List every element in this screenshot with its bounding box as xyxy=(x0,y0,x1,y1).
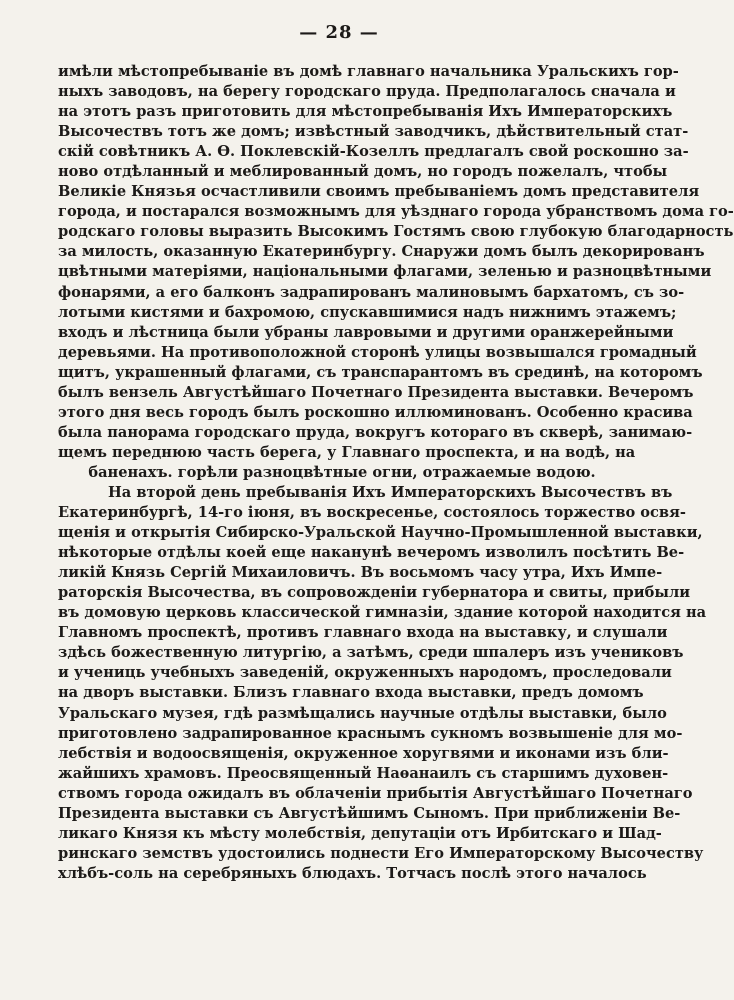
text-line: этого дня весь городъ былъ роскошно иллюминованъ. Особенно красива xyxy=(58,403,693,421)
text-line: въ домовую церковь классической гимназіи, здание которой находится на xyxy=(58,604,707,622)
text-line: приготовлено задрапированное краснымъ сукномъ возвышеніе для мо- xyxy=(58,724,683,742)
text-line: была панорама городскаго пруда, вокругъ котораго въ скверѣ, занимаю- xyxy=(58,423,693,441)
text-line: Президента выставки съ Августѣйшимъ Сыномъ. При приближеніи Ве- xyxy=(58,804,681,822)
text-line: лотыми кистями и бахромою, спускавшимися надъ нижнимъ этажемъ; xyxy=(58,303,677,321)
text-line: ныхъ заводовъ, на берегу городскаго пруда. Предполагалось сначала и xyxy=(58,83,676,101)
text-line: щенія и открытія Сибирско-Уральской Научно-Промышленной выставки, xyxy=(58,524,703,542)
text-line: на этотъ разъ приготовить для мѣстопребыванія Ихъ Императорскихъ xyxy=(58,103,673,121)
text-line: деревьями. На противоположной сторонѣ улицы возвышался громадный xyxy=(58,343,697,361)
text-line: и учениць учебныхъ заведеній, окруженныхъ народомъ, проследовали xyxy=(58,664,672,682)
text-line: скій совѣтникъ А. Ѳ. Поклевскій-Козеллъ предлагалъ свой роскошно за- xyxy=(58,143,689,161)
text-line: хлѣбъ-соль на серебряныхъ блюдахъ. Тотчасъ послѣ этого началось xyxy=(58,864,647,882)
page-number: — 28 — xyxy=(299,22,379,43)
text-line: ликій Князь Сергій Михаиловичъ. Въ восьмомъ часу утра, Ихъ Импе- xyxy=(58,564,663,582)
body-text xyxy=(58,62,734,884)
text-line: ствомъ города ожидалъ въ облаченіи прибытія Августѣйшаго Почетнаго xyxy=(58,784,693,802)
text-line: фонарями, а его балконъ задрапированъ малиновымъ бархатомъ, съ зо- xyxy=(58,283,685,301)
text-line: ликаго Князя къ мѣсту молебствія, депутаціи отъ Ирбитскаго и Шад- xyxy=(58,824,662,842)
text-line: родскаго головы выразить Высокимъ Гостямъ свою глубокую благодарность xyxy=(58,223,734,241)
text-line: жайшихъ храмовъ. Преосвященный Наѳанаилъ съ старшимъ духовен- xyxy=(58,764,669,782)
text-line: нѣкоторые отдѣлы коей еще наканунѣ вечеромъ изволилъ посѣтить Ве- xyxy=(58,544,685,562)
paragraph-end-line: баненахъ. горѣли разноцвѣтные огни, отражаемые водою. xyxy=(88,463,596,481)
text-line: Екатеринбургѣ, 14-го іюня, въ воскресенье, состоялось торжество освя- xyxy=(58,504,686,522)
text-line: здѣсь божественную литургію, а затѣмъ, среди шпалеръ изъ учениковъ xyxy=(58,644,684,662)
text-line: города, и постарался возможнымъ для уѣзднаго города убранствомъ дома го- xyxy=(58,203,734,221)
text-line: входъ и лѣстница были убраны лавровыми и другими оранжерейными xyxy=(58,323,674,341)
text-line: Великіе Князья осчастливили своимъ пребываніемъ домъ представителя xyxy=(58,183,700,201)
text-line: ново отдѣланный и меблированный домъ, но городъ пожелалъ, чтобы xyxy=(58,163,668,181)
text-line: ринскаго земствъ удостоились поднести Его Императорскому Высочеству xyxy=(58,844,704,862)
text-line: щитъ, украшенный флагами, съ транспарантомъ въ срединѣ, на которомъ xyxy=(58,363,703,381)
text-line: Главномъ проспектѣ, противъ главнаго входа на выставку, и слушали xyxy=(58,624,668,642)
text-line: за милость, оказанную Екатеринбургу. Снаружи домъ былъ декорированъ xyxy=(58,243,705,261)
text-line: на дворъ выставки. Близъ главнаго входа выставки, предъ домомъ xyxy=(58,684,644,702)
text-line: имѣли мѣстопребываніе въ домѣ главнаго начальника Уральскихъ гор- xyxy=(58,63,679,80)
text-line: цвѣтными матеріями, національными флагами, зеленью и разноцвѣтными xyxy=(58,263,712,281)
text-line: раторскія Высочества, въ сопровожденіи губернатора и свиты, прибыли xyxy=(58,584,691,602)
text-line: былъ вензель Августѣйшаго Почетнаго Президента выставки. Вечеромъ xyxy=(58,383,694,401)
text-line: Высочествъ тотъ же домъ; извѣстный заводчикъ, дѣйствительный стат- xyxy=(58,123,689,141)
text-line: щемъ переднюю часть берега, у Главнаго проспекта, и на водѣ, на xyxy=(58,443,636,461)
paragraph-start-line: На второй день пребыванія Ихъ Императорскихъ Высочествъ въ xyxy=(108,483,673,501)
text-line: лебствія и водоосвященія, окруженное хоругвями и иконами изъ бли- xyxy=(58,744,669,762)
text-line: Уральскаго музея, гдѣ размѣщались научные отдѣлы выставки, было xyxy=(58,704,667,722)
